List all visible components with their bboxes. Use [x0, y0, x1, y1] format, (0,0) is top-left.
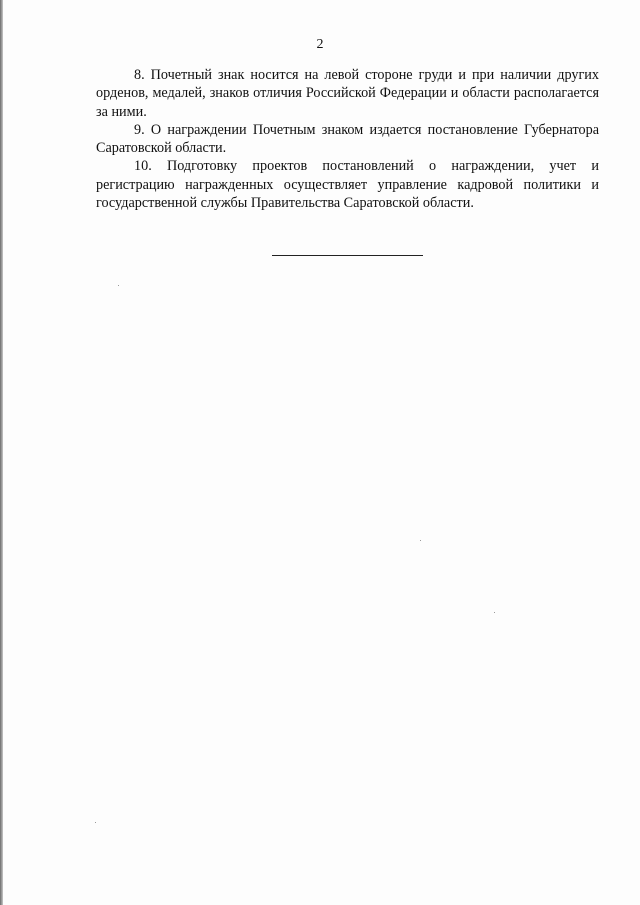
paragraph-8: 8. Почетный знак носится на левой стороне груди и при наличии других орденов, медалей, знаков отличия Российской Федерации и области располагается за ними. [96, 67, 599, 120]
scan-speck [118, 285, 119, 286]
scan-speck [420, 540, 421, 541]
scan-speck [95, 822, 96, 823]
paragraph-10: 10. Подготовку проектов постановлений о награждении, учет и регистрацию награжденных осуществляет управление кадровой политики и государственной службы Правительства Саратовской области. [96, 158, 599, 212]
paragraph-9: 9. О награждении Почетным знаком издается постановление Губернатора Саратовской области. [96, 121, 599, 157]
document-body [96, 66, 599, 212]
closing-separator-line [272, 255, 423, 256]
scan-edge [0, 0, 3, 905]
scan-speck [494, 612, 495, 613]
page-number: 2 [316, 37, 324, 52]
